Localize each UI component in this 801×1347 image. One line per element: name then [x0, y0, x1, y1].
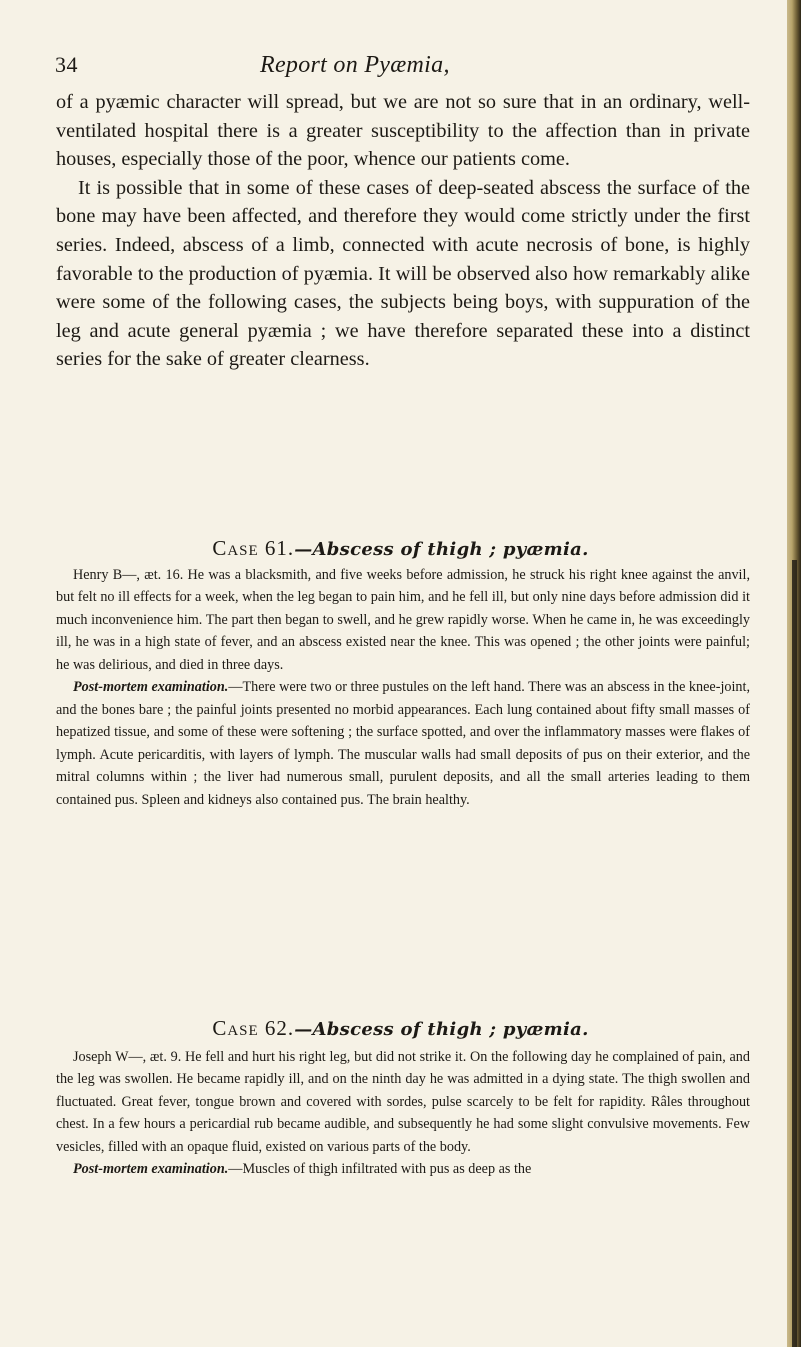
case-61-heading — [0, 536, 801, 561]
binding-shadow — [792, 560, 797, 1347]
case-61-postmortem — [56, 676, 750, 811]
case-61-body — [56, 564, 750, 811]
case-62-history: Joseph W—, æt. 9. He fell and hurt his right leg, but did not strike it. On the following day he complained of pain, and the leg was swollen. He became rapidly ill, and on the ninth day he was admitted in a dying state. The thigh swollen and fluctuated. Great fever, tongue brown and covered with sordes, pulse scarcely to be felt for rapidity. Râles throughout chest. In a few hours a pericardial rub became audible, and subsequently he had some slight convulsive movements. Few vesicles, filled with an opaque fluid, existed on various parts of the body. — [56, 1049, 750, 1155]
case-61-label: Case 61. — [212, 536, 295, 560]
case-61-title: —Abscess of thigh ; pyæmia. — [294, 539, 589, 560]
case-62-postmortem — [56, 1158, 750, 1180]
running-title: Report on Pyæmia, — [260, 52, 450, 78]
case-61-postmortem-label: Post-mortem examination. — [73, 679, 229, 696]
case-62-heading — [0, 1016, 801, 1041]
case-62-title: —Abscess of thigh ; pyæmia. — [294, 1019, 589, 1040]
case-62-label: Case 62. — [212, 1016, 295, 1040]
running-head — [55, 52, 755, 86]
case-62-postmortem-label: Post-mortem examination. — [73, 1161, 229, 1178]
intro-paragraph-1: of a pyæmic character will spread, but we are not so sure that in an ordinary, well-ventilated hospital there is a greater susceptibility to the affection than in private houses, especially those of the poor, whence our patients come. — [56, 91, 750, 171]
intro-paragraph-2: It is possible that in some of these cases of deep-seated abscess the surface of the bone may have been affected, and therefore they would come strictly under the first series. Indeed, abscess of a limb, connected with acute necrosis of bone, is highly favorable to the production of pyæmia. It will be observed also how remarkably alike were some of the following cases, the subjects being boys, with suppuration of the leg and acute general pyæmia ; we have therefore separated these into a distinct series for the sake of greater clearness. — [56, 176, 750, 371]
page-number: 34 — [55, 52, 78, 77]
case-62-body — [56, 1046, 750, 1181]
case-62-postmortem-text: —Muscles of thigh infiltrated with pus as deep as the — [228, 1161, 532, 1178]
case-61-postmortem-text: —There were two or three pustules on the left hand. There was an abscess in the knee-joint, and the bones bare ; the painful joints presented no morbid appearances. Each lung contained about fifty small masses of hepatized tissue, and some of these were softening ; the surface spotted, and over the inflammatory masses were flakes of lymph. Acute pericarditis, with layers of lymph. The muscular walls had small deposits of pus on their exterior, and the mitral columns within ; the liver had numerous small, purulent deposits, and all the small arteries leading to them contained pus. Spleen and kidneys also contained pus. The brain healthy. — [56, 679, 750, 808]
intro-text — [56, 88, 750, 374]
case-61-history: Henry B—, æt. 16. He was a blacksmith, and five weeks before admission, he struck his right knee against the anvil, but felt no ill effects for a week, when the leg began to pain him, and he fell ill, but only nine days before admission did it much inconvenience him. The part then began to swell, and he grew rapidly worse. When he came in, he was exceedingly ill, he was in a high state of fever, and an abscess existed near the knee. This was opened ; the other joints were painful; he was delirious, and died in three days. — [56, 567, 750, 673]
